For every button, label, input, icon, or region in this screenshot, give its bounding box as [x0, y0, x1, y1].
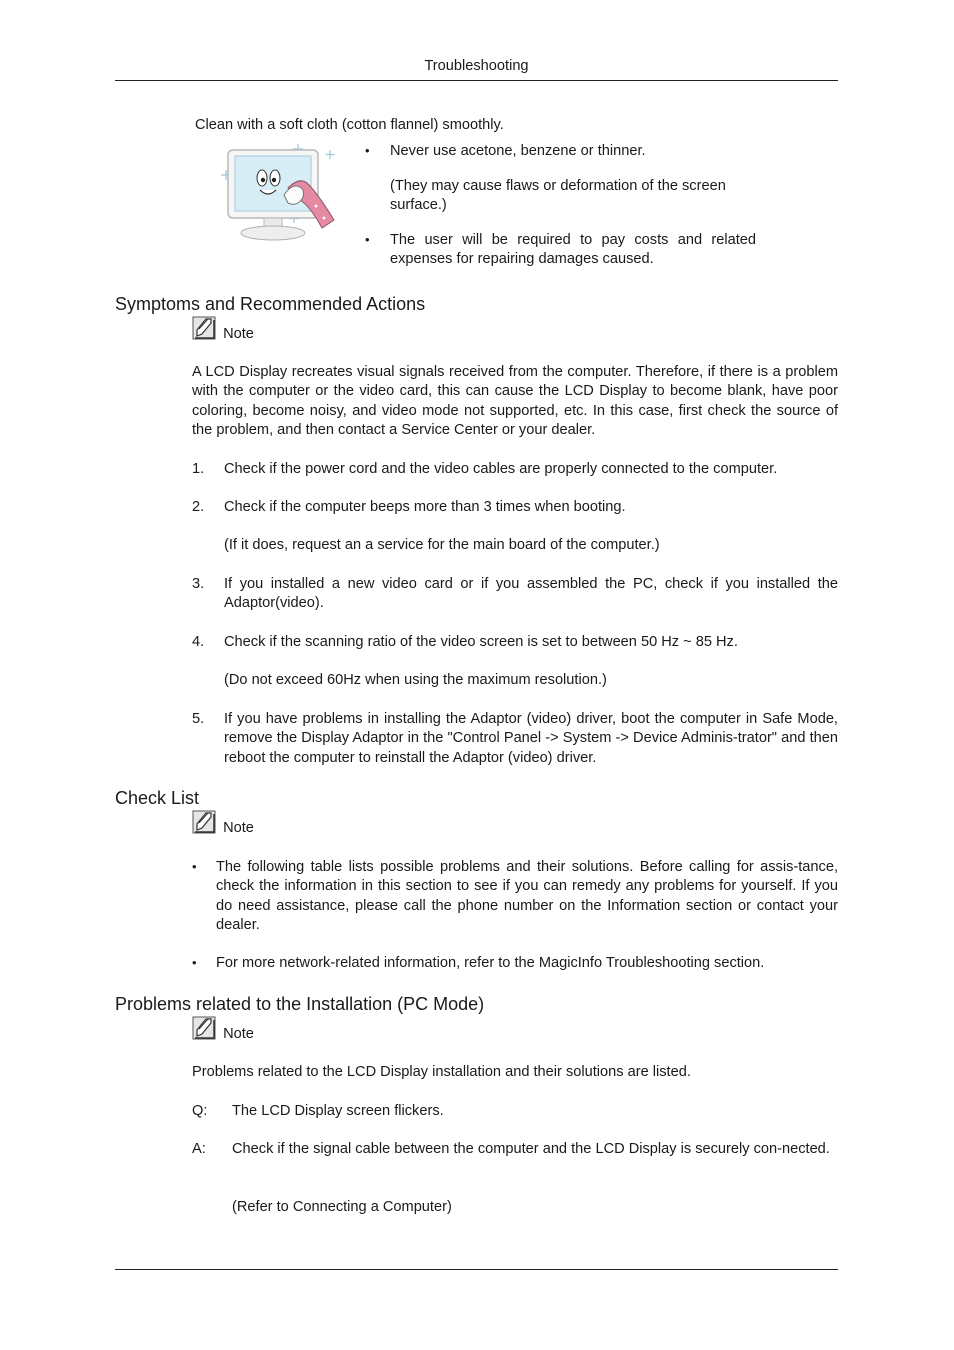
cleaning-item: Never use acetone, benzene or thinner. — [390, 143, 646, 159]
section-heading-installation: Problems related to the Installation (PC Mode) — [115, 994, 485, 1014]
step-text: Check if the computer beeps more than 3 times when booting. — [224, 499, 626, 515]
step-number: 5. — [192, 711, 205, 727]
step-number: 2. — [192, 499, 205, 515]
step-number: 4. — [192, 634, 205, 650]
cleaning-intro: Clean with a soft cloth (cotton flannel) smoothly. — [195, 117, 504, 133]
step-text: Check if the power cord and the video cables are properly connected to the computer. — [224, 461, 778, 477]
step-subtext: (If it does, request an a service for the main board of the computer.) — [224, 537, 660, 553]
step-text: Check if the scanning ratio of the video screen is set to between 50 Hz ~ 85 Hz. — [224, 634, 738, 650]
note-label: Note — [223, 1026, 254, 1042]
bullet-marker: • — [192, 955, 197, 970]
note-pencil-icon — [192, 316, 216, 344]
note-pencil-icon — [192, 1016, 216, 1044]
note-callout — [192, 810, 254, 838]
cleaning-item: The user will be required to pay costs and related expenses for repairing damages caused. — [390, 232, 756, 268]
note-pencil-icon — [192, 810, 216, 838]
answer-note: (Refer to Connecting a Computer) — [232, 1199, 452, 1215]
note-callout — [192, 1016, 254, 1044]
checklist-item: The following table lists possible problems and their solutions. Before calling for assis-tance, check the information in this section to see if you can remedy any problems for yourself. If you do need assistance, please call the phone number on the Information section or contact your dealer. — [216, 859, 838, 933]
cleaning-item-note: (They may cause flaws or deformation of the screen surface.) — [390, 178, 726, 214]
bullet-marker: • — [365, 143, 370, 158]
header-rule — [115, 80, 838, 81]
answer-label: A: — [192, 1141, 206, 1157]
bullet-marker: • — [192, 859, 197, 874]
step-text: If you installed a new video card or if you assembled the PC, check if you installed the Adaptor(video). — [224, 576, 838, 612]
symptoms-paragraph: A LCD Display recreates visual signals received from the computer. Therefore, if there is a problem with the computer or the video card, this can cause the LCD Display to become blank, have poor coloring, become noisy, and video mode not supported, etc. In this case, first check the source of the problem, and then contact a Service Center or your dealer. — [192, 364, 838, 438]
note-label: Note — [223, 326, 254, 342]
step-number: 3. — [192, 576, 205, 592]
note-label: Note — [223, 820, 254, 836]
footer-rule — [115, 1269, 838, 1270]
checklist-item: For more network-related information, refer to the MagicInfo Troubleshooting section. — [216, 955, 765, 971]
bullet-marker: • — [365, 232, 370, 247]
answer-text: Check if the signal cable between the computer and the LCD Display is securely con-nected. — [232, 1141, 830, 1157]
step-text: If you have problems in installing the Adaptor (video) driver, boot the computer in Safe Mode, remove the Display Adaptor in the "Control Panel -> System -> Device Adminis-trator" and then reboot the computer to reinstall the Adaptor (video) driver. — [224, 711, 838, 766]
monitor-cleaning-illustration — [212, 140, 342, 245]
step-subtext: (Do not exceed 60Hz when using the maximum resolution.) — [224, 672, 607, 688]
page-header-title: Troubleshooting — [424, 58, 529, 74]
installation-intro: Problems related to the LCD Display installation and their solutions are listed. — [192, 1064, 691, 1080]
question-label: Q: — [192, 1103, 208, 1119]
section-heading-checklist: Check List — [115, 788, 200, 808]
question-text: The LCD Display screen flickers. — [232, 1103, 444, 1119]
note-callout — [192, 316, 254, 344]
section-heading-symptoms: Symptoms and Recommended Actions — [115, 294, 426, 314]
step-number: 1. — [192, 461, 205, 477]
